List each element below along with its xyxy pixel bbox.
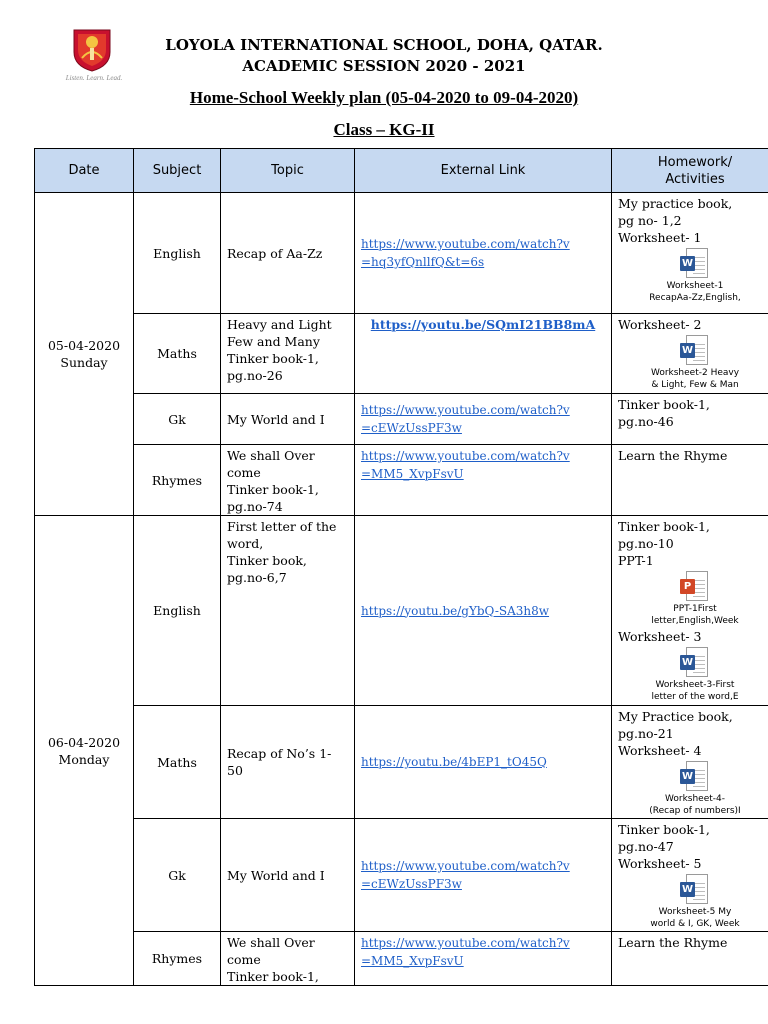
link-cell bbox=[355, 819, 612, 932]
word-file-icon[interactable] bbox=[680, 761, 710, 793]
subject-cell: English bbox=[134, 193, 221, 314]
file-type-badge: W bbox=[681, 258, 694, 269]
attachment-caption bbox=[639, 367, 751, 391]
header-homework: Homework/ Activities bbox=[612, 149, 768, 193]
topic-line: Tinker book-1, bbox=[227, 969, 319, 984]
topic-cell bbox=[221, 819, 355, 932]
header-external-link: External Link bbox=[355, 149, 612, 193]
topic-line: word, bbox=[227, 536, 264, 551]
table-row bbox=[35, 445, 768, 516]
caption-line: Worksheet-2 Heavy bbox=[650, 368, 740, 378]
link-cell bbox=[355, 445, 612, 516]
attachment-caption bbox=[639, 603, 751, 627]
topic-line: Heavy and Light bbox=[227, 317, 332, 332]
day-name: Sunday bbox=[60, 355, 108, 370]
word-file-icon[interactable] bbox=[680, 335, 710, 367]
caption-line: letter,English,Week bbox=[651, 616, 739, 626]
homework-cell bbox=[612, 516, 768, 706]
link-cell bbox=[355, 193, 612, 314]
date-value: 05-04-2020 bbox=[47, 338, 121, 353]
subject-cell: Maths bbox=[134, 314, 221, 394]
topic-cell bbox=[221, 193, 355, 314]
attachment-caption bbox=[639, 793, 751, 817]
topic-line: Tinker book-1, bbox=[227, 351, 319, 366]
homework-line: pg.no-10 bbox=[618, 536, 674, 551]
header-topic: Topic bbox=[221, 149, 355, 193]
homework-cell bbox=[612, 445, 768, 516]
topic-line: pg.no-6,7 bbox=[227, 570, 287, 585]
caption-line: (Recap of numbers)I bbox=[649, 806, 741, 816]
file-type-badge: W bbox=[681, 345, 694, 356]
homework-line: pg.no-47 bbox=[618, 839, 674, 854]
subject-cell: Rhymes bbox=[134, 445, 221, 516]
table-row bbox=[35, 932, 768, 986]
file-type-badge: W bbox=[681, 657, 694, 668]
header-subject: Subject bbox=[134, 149, 221, 193]
external-link[interactable]: https://www.youtube.com/watch?v =MM5_XvpFsvU bbox=[361, 449, 570, 481]
attachment[interactable] bbox=[618, 761, 768, 817]
topic-line: Recap of Aa-Zz bbox=[227, 245, 323, 261]
topic-line: pg.no-74 bbox=[227, 499, 283, 514]
attachment[interactable] bbox=[618, 571, 768, 627]
topic-line: Tinker book-1, bbox=[227, 482, 319, 497]
external-link[interactable]: https://www.youtube.com/watch?v =cEWzUssPF3w bbox=[361, 859, 570, 891]
homework-line: Worksheet- 4 bbox=[618, 743, 702, 758]
file-type-badge: W bbox=[681, 884, 694, 895]
link-cell bbox=[355, 314, 612, 394]
external-link[interactable]: https://www.youtube.com/watch?v =hq3yfQnllfQ&t=6s bbox=[361, 237, 570, 269]
topic-line: My World and I bbox=[227, 411, 325, 427]
subject-cell: Rhymes bbox=[134, 932, 221, 986]
attachment-caption bbox=[639, 906, 751, 930]
caption-line: PPT-1First bbox=[673, 604, 717, 614]
homework-line: Tinker book-1, bbox=[618, 822, 710, 837]
table-row bbox=[35, 819, 768, 932]
topic-cell bbox=[221, 932, 355, 986]
caption-line: & Light, Few & Man bbox=[651, 380, 739, 390]
homework-line: pg.no-21 bbox=[618, 726, 674, 741]
word-file-icon[interactable] bbox=[680, 248, 710, 280]
homework-cell bbox=[612, 394, 768, 445]
subject-cell: Gk bbox=[134, 394, 221, 445]
topic-cell bbox=[221, 445, 355, 516]
table-row bbox=[35, 314, 768, 394]
topic-cell bbox=[221, 706, 355, 819]
topic-line: We shall Over bbox=[227, 935, 315, 950]
topic-line: First letter of the bbox=[227, 519, 337, 534]
word-file-icon[interactable] bbox=[680, 647, 710, 679]
attachment-caption bbox=[639, 280, 751, 304]
header-date: Date bbox=[35, 149, 134, 193]
homework-line: Worksheet- 1 bbox=[618, 230, 702, 245]
homework-line: Worksheet- 3 bbox=[618, 629, 702, 644]
academic-session: ACADEMIC SESSION 2020 - 2021 bbox=[242, 57, 526, 75]
caption-line: RecapAa-Zz,English, bbox=[649, 293, 741, 303]
homework-cell bbox=[612, 314, 768, 394]
date-cell bbox=[35, 516, 134, 986]
external-link[interactable]: https://youtu.be/gYbQ-SA3h8w bbox=[361, 603, 550, 618]
table-row bbox=[35, 193, 768, 314]
table-row bbox=[35, 394, 768, 445]
topic-line: come bbox=[227, 952, 261, 967]
table-header-row bbox=[35, 149, 768, 193]
topic-line: Tinker book, bbox=[227, 553, 307, 568]
powerpoint-file-icon[interactable] bbox=[680, 571, 710, 603]
homework-line: My practice book, bbox=[618, 196, 733, 211]
topic-cell bbox=[221, 314, 355, 394]
topic-line: Few and Many bbox=[227, 334, 320, 349]
table-row bbox=[35, 516, 768, 706]
topic-line: We shall Over bbox=[227, 448, 315, 463]
caption-line: Worksheet-1 bbox=[666, 281, 724, 291]
attachment[interactable] bbox=[618, 248, 768, 304]
topic-line: Recap of No’s 1- bbox=[227, 746, 332, 761]
homework-line: Tinker book-1, bbox=[618, 397, 710, 412]
caption-line: Worksheet-3-First bbox=[655, 680, 735, 690]
external-link[interactable]: https://www.youtube.com/watch?v =cEWzUssPF3w bbox=[361, 403, 570, 435]
homework-cell bbox=[612, 932, 768, 986]
table-row bbox=[35, 706, 768, 819]
subject-cell: Gk bbox=[134, 819, 221, 932]
date-value: 06-04-2020 bbox=[47, 734, 121, 750]
homework-line: pg no- 1,2 bbox=[618, 213, 682, 228]
topic-cell bbox=[221, 516, 355, 706]
attachment[interactable] bbox=[618, 647, 768, 703]
attachment[interactable] bbox=[618, 335, 768, 391]
homework-line: Learn the Rhyme bbox=[618, 448, 728, 463]
file-type-badge: P bbox=[680, 579, 695, 594]
homework-cell bbox=[612, 819, 768, 932]
homework-line: Learn the Rhyme bbox=[618, 935, 728, 950]
link-cell bbox=[355, 516, 612, 706]
external-link[interactable]: https://www.youtube.com/watch?v =MM5_XvpFsvU bbox=[361, 936, 570, 968]
attachment[interactable] bbox=[618, 874, 768, 930]
caption-line: world & I, GK, Week bbox=[650, 919, 740, 929]
day-name: Monday bbox=[58, 751, 110, 767]
topic-line: 50 bbox=[227, 763, 243, 778]
external-link[interactable]: https://youtu.be/SQmI21BB8mA bbox=[370, 317, 596, 332]
homework-cell bbox=[612, 193, 768, 314]
date-cell bbox=[35, 193, 134, 516]
plan-title: Home-School Weekly plan (05-04-2020 to 09-04-2020) bbox=[189, 88, 579, 107]
attachment-caption bbox=[639, 679, 751, 703]
school-name: LOYOLA INTERNATIONAL SCHOOL, DOHA, QATAR. bbox=[165, 36, 603, 54]
topic-line: come bbox=[227, 465, 261, 480]
logo-tagline: Listen. Learn. Lead. bbox=[65, 74, 123, 82]
link-cell bbox=[355, 394, 612, 445]
homework-line: Tinker book-1, bbox=[618, 519, 710, 534]
topic-line: My World and I bbox=[227, 867, 325, 883]
subject-cell: Maths bbox=[134, 706, 221, 819]
word-file-icon[interactable] bbox=[680, 874, 710, 906]
caption-line: letter of the word,E bbox=[651, 692, 739, 702]
caption-line: Worksheet-4- bbox=[664, 794, 725, 804]
subject-cell: English bbox=[134, 516, 221, 706]
homework-line: My Practice book, bbox=[618, 709, 733, 724]
homework-line: Worksheet- 5 bbox=[618, 856, 702, 871]
link-cell bbox=[355, 932, 612, 986]
homework-line: PPT-1 bbox=[618, 553, 654, 568]
topic-line: pg.no-26 bbox=[227, 368, 283, 383]
homework-cell bbox=[612, 706, 768, 819]
weekly-plan-table bbox=[34, 148, 768, 986]
file-type-badge: W bbox=[681, 771, 694, 782]
homework-line: pg.no-46 bbox=[618, 414, 674, 429]
topic-cell bbox=[221, 394, 355, 445]
class-title: Class – KG-II bbox=[333, 120, 435, 139]
external-link[interactable]: https://youtu.be/4bEP1_tO45Q bbox=[361, 755, 547, 769]
link-cell bbox=[355, 706, 612, 819]
homework-line: Worksheet- 2 bbox=[618, 317, 702, 332]
caption-line: Worksheet-5 My bbox=[658, 907, 732, 917]
